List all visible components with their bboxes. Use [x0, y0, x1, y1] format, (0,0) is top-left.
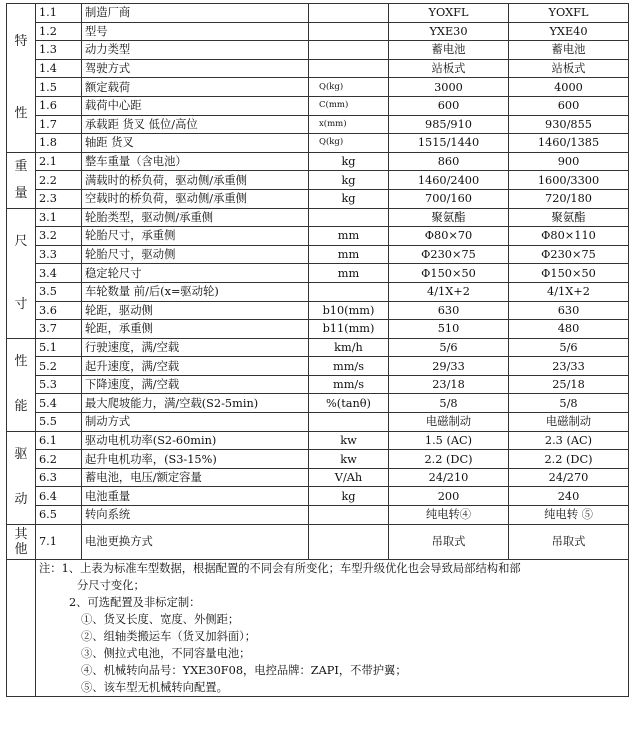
spec-no: 2.1 — [36, 152, 82, 171]
note-line: ②、组轴类搬运车（货叉加斜面）； — [81, 629, 257, 643]
table-row — [7, 320, 629, 339]
spec-item: 承载距 货叉 低位/高位 — [82, 115, 309, 134]
spec-unit — [309, 22, 389, 41]
spec-unit — [309, 413, 389, 432]
spec-no: 3.2 — [36, 227, 82, 246]
table-row — [7, 301, 629, 320]
table-row — [7, 208, 629, 227]
table-row — [7, 115, 629, 134]
spec-unit — [309, 524, 389, 559]
table-row — [7, 394, 629, 413]
table-row — [7, 413, 629, 432]
spec-value-model-1: YXE30 — [389, 22, 509, 41]
spec-value-model-2: Φ230×75 — [509, 245, 629, 264]
spec-unit — [309, 506, 389, 525]
spec-value-model-1: 985/910 — [389, 115, 509, 134]
notes-block — [36, 559, 629, 696]
table-row — [7, 152, 629, 171]
spec-no: 3.6 — [36, 301, 82, 320]
spec-unit: mm — [309, 264, 389, 283]
spec-value-model-2: 站板式 — [509, 59, 629, 78]
spec-item: 轮胎类型，驱动侧/承重侧 — [82, 208, 309, 227]
spec-value-model-1: 1515/1440 — [389, 134, 509, 153]
spec-value-model-2: 900 — [509, 152, 629, 171]
spec-item: 驾驶方式 — [82, 59, 309, 78]
spec-item: 转向系统 — [82, 506, 309, 525]
table-row — [7, 450, 629, 469]
spec-item: 满载时的桥负荷，驱动侧/承重侧 — [82, 171, 309, 190]
table-row — [7, 468, 629, 487]
spec-unit: %(tanθ) — [309, 394, 389, 413]
spec-no: 3.7 — [36, 320, 82, 339]
spec-value-model-1: 23/18 — [389, 375, 509, 394]
spec-no: 3.4 — [36, 264, 82, 283]
spec-value-model-2: 蓄电池 — [509, 41, 629, 60]
spec-value-model-2: 630 — [509, 301, 629, 320]
spec-no: 3.5 — [36, 282, 82, 301]
spec-unit: kw — [309, 450, 389, 469]
table-row — [7, 96, 629, 115]
spec-unit — [309, 282, 389, 301]
spec-unit: kg — [309, 189, 389, 208]
category-char: 能 — [14, 399, 28, 415]
spec-value-model-2: 4/1X+2 — [509, 282, 629, 301]
spec-item: 稳定轮尺寸 — [82, 264, 309, 283]
spec-unit: Q(kg) — [309, 134, 389, 153]
spec-value-model-1: 630 — [389, 301, 509, 320]
note-line: 注：1、上表为标准车型数据，根据配置的不同会有所变化；车型升级优化也会导致局部结构和部 — [39, 561, 521, 575]
spec-item: 整车重量（含电池） — [82, 152, 309, 171]
category-char: 性 — [14, 354, 28, 370]
spec-item: 制动方式 — [82, 413, 309, 432]
spec-value-model-2: 240 — [509, 487, 629, 506]
spec-unit: kw — [309, 431, 389, 450]
spec-value-model-1: 4/1X+2 — [389, 282, 509, 301]
spec-value-model-1: 3000 — [389, 78, 509, 97]
spec-value-model-1: 纯电转④ — [389, 506, 509, 525]
spec-value-model-1: Φ80×70 — [389, 227, 509, 246]
category-char: 量 — [14, 185, 28, 201]
category-label — [7, 431, 36, 524]
spec-value-model-1: 29/33 — [389, 357, 509, 376]
spec-value-model-1: 860 — [389, 152, 509, 171]
spec-value-model-1: 2.2 (DC) — [389, 450, 509, 469]
spec-no: 5.1 — [36, 338, 82, 357]
table-row — [7, 264, 629, 283]
spec-unit: mm — [309, 245, 389, 264]
note-line: ⑤、该车型无机械转向配置。 — [81, 680, 228, 694]
spec-value-model-1: Φ150×50 — [389, 264, 509, 283]
spec-no: 6.2 — [36, 450, 82, 469]
spec-value-model-2: 480 — [509, 320, 629, 339]
table-row — [7, 171, 629, 190]
spec-value-model-2: 1460/1385 — [509, 134, 629, 153]
notes-row — [7, 559, 629, 696]
table-row — [7, 487, 629, 506]
table-row — [7, 41, 629, 60]
category-char: 他 — [14, 541, 28, 557]
table-row — [7, 431, 629, 450]
spec-no: 1.4 — [36, 59, 82, 78]
spec-table-body — [7, 4, 629, 697]
spec-item: 额定载荷 — [82, 78, 309, 97]
category-char: 性 — [14, 105, 28, 121]
spec-value-model-2: 24/270 — [509, 468, 629, 487]
spec-no: 7.1 — [36, 524, 82, 559]
category-char: 其 — [14, 526, 28, 542]
spec-unit — [309, 208, 389, 227]
table-row — [7, 524, 629, 559]
spec-unit — [309, 4, 389, 23]
spec-no: 1.1 — [36, 4, 82, 23]
spec-item: 起升电机功率，(S3-15%) — [82, 450, 309, 469]
category-char: 驱 — [14, 447, 28, 463]
spec-unit: mm/s — [309, 375, 389, 394]
spec-item: 轮距，承重侧 — [82, 320, 309, 339]
spec-item: 电池更换方式 — [82, 524, 309, 559]
table-row — [7, 282, 629, 301]
table-row — [7, 375, 629, 394]
spec-value-model-1: 站板式 — [389, 59, 509, 78]
table-row — [7, 78, 629, 97]
spec-value-model-2: 25/18 — [509, 375, 629, 394]
spec-value-model-2: 720/180 — [509, 189, 629, 208]
spec-no: 6.1 — [36, 431, 82, 450]
spec-value-model-2: YOXFL — [509, 4, 629, 23]
spec-no: 6.4 — [36, 487, 82, 506]
spec-item: 最大爬坡能力，满/空载(S2-5min) — [82, 394, 309, 413]
spec-value-model-2: Φ150×50 — [509, 264, 629, 283]
spec-value-model-1: 聚氨酯 — [389, 208, 509, 227]
spec-item: 电池重量 — [82, 487, 309, 506]
table-row — [7, 245, 629, 264]
notes-spacer — [7, 559, 36, 696]
spec-value-model-2: 4000 — [509, 78, 629, 97]
spec-no: 5.5 — [36, 413, 82, 432]
note-line: 2、可选配置及非标定制： — [69, 595, 201, 609]
spec-item: 行驶速度，满/空载 — [82, 338, 309, 357]
spec-unit: V/Ah — [309, 468, 389, 487]
spec-item: 起升速度，满/空载 — [82, 357, 309, 376]
spec-no: 2.3 — [36, 189, 82, 208]
note-line: ③、侧拉式电池，不同容量电池； — [81, 646, 251, 660]
spec-unit: Q(kg) — [309, 78, 389, 97]
spec-value-model-1: 510 — [389, 320, 509, 339]
spec-value-model-2: 电磁制动 — [509, 413, 629, 432]
spec-unit: km/h — [309, 338, 389, 357]
spec-no: 1.2 — [36, 22, 82, 41]
spec-value-model-2: 聚氨酯 — [509, 208, 629, 227]
note-line: 分尺寸变化； — [77, 578, 145, 592]
table-row — [7, 338, 629, 357]
spec-no: 5.3 — [36, 375, 82, 394]
spec-unit — [309, 41, 389, 60]
table-row — [7, 357, 629, 376]
spec-no: 6.5 — [36, 506, 82, 525]
spec-table — [6, 3, 629, 697]
spec-unit: b10(mm) — [309, 301, 389, 320]
table-row — [7, 227, 629, 246]
spec-value-model-2: 600 — [509, 96, 629, 115]
table-row — [7, 4, 629, 23]
category-char: 寸 — [14, 296, 28, 312]
spec-no: 2.2 — [36, 171, 82, 190]
spec-item: 轮距，驱动侧 — [82, 301, 309, 320]
table-row — [7, 506, 629, 525]
spec-value-model-1: 1.5 (AC) — [389, 431, 509, 450]
category-label — [7, 4, 36, 153]
spec-no: 6.3 — [36, 468, 82, 487]
spec-unit: kg — [309, 487, 389, 506]
spec-item: 轴距 货叉 — [82, 134, 309, 153]
spec-item: 空载时的桥负荷，驱动侧/承重侧 — [82, 189, 309, 208]
spec-value-model-2: 吊取式 — [509, 524, 629, 559]
spec-item: 轮胎尺寸，承重侧 — [82, 227, 309, 246]
table-row — [7, 22, 629, 41]
spec-value-model-2: 5/6 — [509, 338, 629, 357]
spec-value-model-1: 1460/2400 — [389, 171, 509, 190]
spec-unit: mm — [309, 227, 389, 246]
category-label — [7, 208, 36, 338]
spec-value-model-2: 2.3 (AC) — [509, 431, 629, 450]
spec-value-model-2: Φ80×110 — [509, 227, 629, 246]
spec-value-model-1: 24/210 — [389, 468, 509, 487]
spec-item: 动力类型 — [82, 41, 309, 60]
spec-no: 5.4 — [36, 394, 82, 413]
spec-value-model-1: YOXFL — [389, 4, 509, 23]
spec-value-model-2: 23/33 — [509, 357, 629, 376]
category-label — [7, 338, 36, 431]
spec-item: 下降速度，满/空载 — [82, 375, 309, 394]
category-label — [7, 152, 36, 208]
spec-unit: x(mm) — [309, 115, 389, 134]
spec-value-model-1: 电磁制动 — [389, 413, 509, 432]
spec-value-model-1: 5/6 — [389, 338, 509, 357]
spec-item: 型号 — [82, 22, 309, 41]
note-line: ④、机械转向品号：YXE30F08，电控品牌：ZAPI，不带护翼； — [81, 663, 407, 677]
spec-value-model-2: 5/8 — [509, 394, 629, 413]
spec-item: 驱动电机功率(S2-60min) — [82, 431, 309, 450]
category-char: 动 — [14, 492, 28, 508]
spec-unit: kg — [309, 171, 389, 190]
spec-value-model-1: 600 — [389, 96, 509, 115]
category-char: 尺 — [14, 233, 28, 249]
spec-value-model-2: 2.2 (DC) — [509, 450, 629, 469]
spec-value-model-1: 蓄电池 — [389, 41, 509, 60]
spec-item: 制造厂商 — [82, 4, 309, 23]
spec-no: 1.7 — [36, 115, 82, 134]
table-row — [7, 134, 629, 153]
spec-value-model-2: 1600/3300 — [509, 171, 629, 190]
spec-value-model-1: Φ230×75 — [389, 245, 509, 264]
spec-unit: kg — [309, 152, 389, 171]
spec-value-model-2: 纯电转 ⑤ — [509, 506, 629, 525]
spec-item: 车轮数量 前/后(x=驱动轮) — [82, 282, 309, 301]
spec-value-model-1: 5/8 — [389, 394, 509, 413]
category-char: 重 — [14, 158, 28, 174]
spec-value-model-2: YXE40 — [509, 22, 629, 41]
spec-unit: b11(mm) — [309, 320, 389, 339]
spec-item: 载荷中心距 — [82, 96, 309, 115]
table-row — [7, 59, 629, 78]
spec-no: 1.3 — [36, 41, 82, 60]
table-row — [7, 189, 629, 208]
spec-item: 轮胎尺寸，驱动侧 — [82, 245, 309, 264]
spec-unit: C(mm) — [309, 96, 389, 115]
spec-no: 1.6 — [36, 96, 82, 115]
spec-unit: mm/s — [309, 357, 389, 376]
spec-no: 1.5 — [36, 78, 82, 97]
category-char: 特 — [14, 33, 28, 49]
spec-sheet — [6, 3, 628, 697]
note-line: ①、货叉长度、宽度、外侧距； — [81, 612, 240, 626]
spec-no: 3.3 — [36, 245, 82, 264]
spec-value-model-1: 吊取式 — [389, 524, 509, 559]
spec-value-model-1: 700/160 — [389, 189, 509, 208]
spec-value-model-2: 930/855 — [509, 115, 629, 134]
category-label — [7, 524, 36, 559]
spec-item: 蓄电池，电压/额定容量 — [82, 468, 309, 487]
spec-unit — [309, 59, 389, 78]
spec-no: 1.8 — [36, 134, 82, 153]
spec-value-model-1: 200 — [389, 487, 509, 506]
spec-no: 5.2 — [36, 357, 82, 376]
spec-no: 3.1 — [36, 208, 82, 227]
